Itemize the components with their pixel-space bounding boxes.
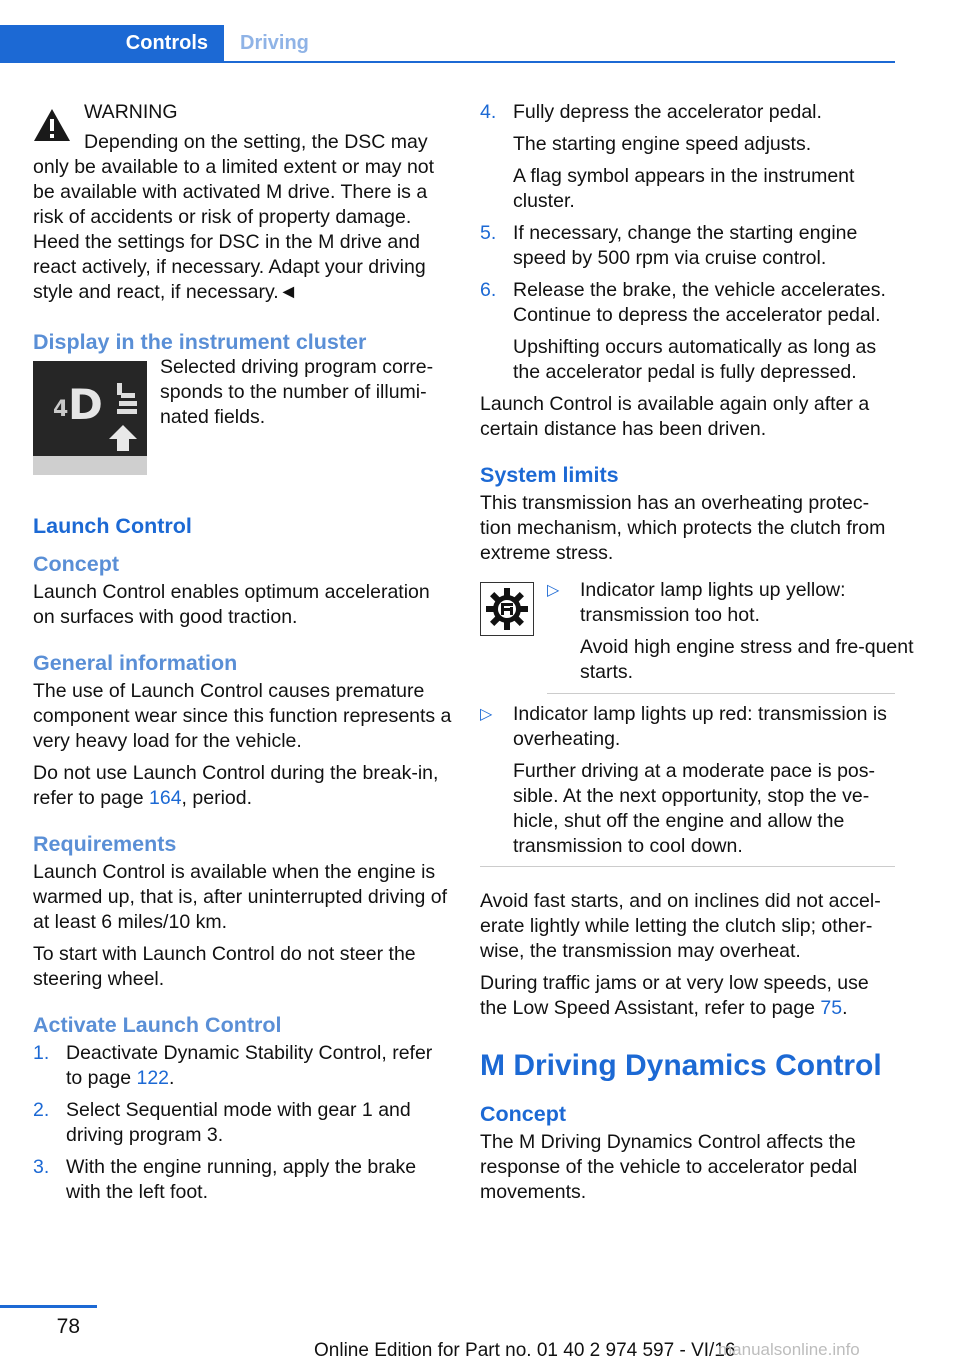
- cluster-gear-letter: D: [68, 380, 103, 429]
- transmission-gear-icon: [480, 582, 534, 636]
- concept-heading: Concept: [33, 552, 119, 576]
- step-text: Select Sequential mode with gear 1 and driving program 3.: [66, 1099, 411, 1146]
- page-number: 78: [56, 1315, 80, 1338]
- triangle-bullet-icon: ▷: [480, 706, 493, 723]
- chapter-header: [0, 25, 895, 63]
- step-number: 2.: [33, 1099, 50, 1121]
- traffic-text-pre: During traffic jams or at very low speeds, use the Low Speed Assistant, refer to page: [480, 972, 869, 1019]
- step-number: 1.: [33, 1042, 50, 1064]
- step-text: Deactivate Dynamic Stability Control, refer to page: [66, 1042, 433, 1089]
- step-5: [480, 221, 895, 271]
- warning-text: only be available to a limited extent or may not be available with activated M drive. There is a risk of accidents or risk of property damage. Heed the settings for DSC in the M drive and react actively, if necessary. Adapt your driving style and react, if necessary.◄: [33, 156, 435, 303]
- step-number: 3.: [33, 1156, 50, 1178]
- limits-heading: System limits: [480, 463, 619, 487]
- step-text: If necessary, change the starting engine speed by 500 rpm via cruise control.: [513, 222, 858, 269]
- divider: [480, 866, 895, 867]
- cluster-display-icon: [33, 361, 147, 475]
- tab-driving[interactable]: Driving: [240, 32, 309, 54]
- mddc-text: The M Driving Dynamics Control affects the response of the vehicle to accelerator pedal movements.: [480, 1131, 858, 1203]
- step-2: [33, 1098, 453, 1148]
- general-text-2: [33, 761, 453, 811]
- warning-triangle-icon: [33, 107, 71, 143]
- traffic-text: [480, 971, 895, 1021]
- yellow-indicator-row: [480, 578, 914, 693]
- launch-again-text: Launch Control is available again only after a certain distance has been driven.: [480, 393, 870, 440]
- red-indicator-item: [480, 702, 895, 859]
- traffic-text-post: .: [842, 997, 848, 1019]
- footer-rule: [0, 1305, 97, 1308]
- yellow-indicator-item: [547, 578, 928, 685]
- general-heading: General information: [33, 651, 238, 675]
- activate-heading: Activate Launch Control: [33, 1013, 282, 1037]
- requirements-heading: Requirements: [33, 832, 177, 856]
- step-number: 6.: [480, 279, 497, 301]
- step-subtext-1: The starting engine speed adjusts.: [513, 133, 812, 155]
- red-indicator-text: Indicator lamp lights up red: transmission is overheating.: [513, 703, 887, 750]
- step-3: [33, 1155, 453, 1205]
- requirements-text-1: Launch Control is available when the engine is warmed up, that is, after uninterrupted driving of at least 6 miles/10 km.: [33, 861, 448, 933]
- step-text-post: .: [169, 1067, 175, 1089]
- watermark: manualsonline.info: [718, 1340, 860, 1359]
- fast-starts-text: Avoid fast starts, and on inclines did not accel‐erate lightly while letting the clutch slip; other‐wise, the transmission may overheat.: [480, 890, 881, 962]
- warning-title: WARNING: [84, 101, 178, 123]
- mddc-heading: M Driving Dynamics Control: [480, 1049, 882, 1082]
- yellow-indicator-subtext: Avoid high engine stress and fre‐quent starts.: [580, 636, 914, 683]
- step-subtext-2: A flag symbol appears in the instrument cluster.: [513, 165, 855, 212]
- yellow-indicator-text: Indicator lamp lights up yellow: transmission too hot.: [580, 579, 846, 626]
- step-text: Fully depress the accelerator pedal.: [513, 101, 822, 123]
- triangle-bullet-icon: ▷: [547, 582, 560, 599]
- page-link-164[interactable]: 164: [149, 787, 182, 809]
- step-1: [33, 1041, 453, 1091]
- display-text: Selected driving program corre‐sponds to the number of illumi‐nated fields.: [160, 356, 434, 428]
- edition-text: Online Edition for Part no. 01 40 2 974 597 - VI/16: [314, 1340, 736, 1361]
- concept-text: Launch Control enables optimum acceleration on surfaces with good traction.: [33, 581, 430, 628]
- general-text-1: The use of Launch Control causes premature component wear since this function represents a very heavy load for the vehicle.: [33, 680, 452, 752]
- display-heading: Display in the instrument cluster: [33, 330, 367, 354]
- page-link-75[interactable]: 75: [820, 997, 843, 1019]
- step-number: 4.: [480, 101, 497, 123]
- requirements-text-2: To start with Launch Control do not steer the steering wheel.: [33, 943, 416, 990]
- warning-block: [33, 100, 453, 305]
- activate-steps-continued: [480, 100, 895, 385]
- red-indicator-subtext: Further driving at a moderate pace is pos‐sible. At the next opportunity, stop the ve‐hicle, shut off the engine and allow the transmission to cool down.: [513, 760, 876, 857]
- tab-controls[interactable]: Controls: [0, 25, 224, 61]
- step-6: [480, 278, 895, 385]
- divider: [547, 693, 895, 694]
- limits-text: This transmission has an overheating protec‐tion mechanism, which protects the clutch from extreme stress.: [480, 492, 886, 564]
- activate-steps: [33, 1041, 453, 1205]
- warning-first-line: Depending on the setting, the DSC may: [84, 131, 428, 153]
- right-column: [480, 100, 914, 1212]
- step-number: 5.: [480, 222, 497, 244]
- instrument-cluster-image: [33, 361, 147, 475]
- step-text: Release the brake, the vehicle accelerates. Continue to depress the accelerator pedal.: [513, 279, 886, 326]
- step-4: [480, 100, 895, 214]
- cluster-figure: [33, 356, 453, 491]
- cluster-gear-number: 4: [53, 397, 69, 422]
- page-link-122[interactable]: 122: [136, 1067, 170, 1089]
- launch-heading: Launch Control: [33, 514, 192, 538]
- general-text-2-post: , period.: [181, 787, 253, 809]
- mddc-concept-heading: Concept: [480, 1102, 566, 1126]
- general-text-2-pre: Do not use Launch Control during the break-in, refer to page: [33, 762, 439, 809]
- step-subtext: Upshifting occurs automatically as long as the accelerator pedal is fully depressed.: [513, 336, 877, 383]
- step-text: With the engine running, apply the brake with the left foot.: [66, 1156, 417, 1203]
- left-column: [33, 100, 453, 1212]
